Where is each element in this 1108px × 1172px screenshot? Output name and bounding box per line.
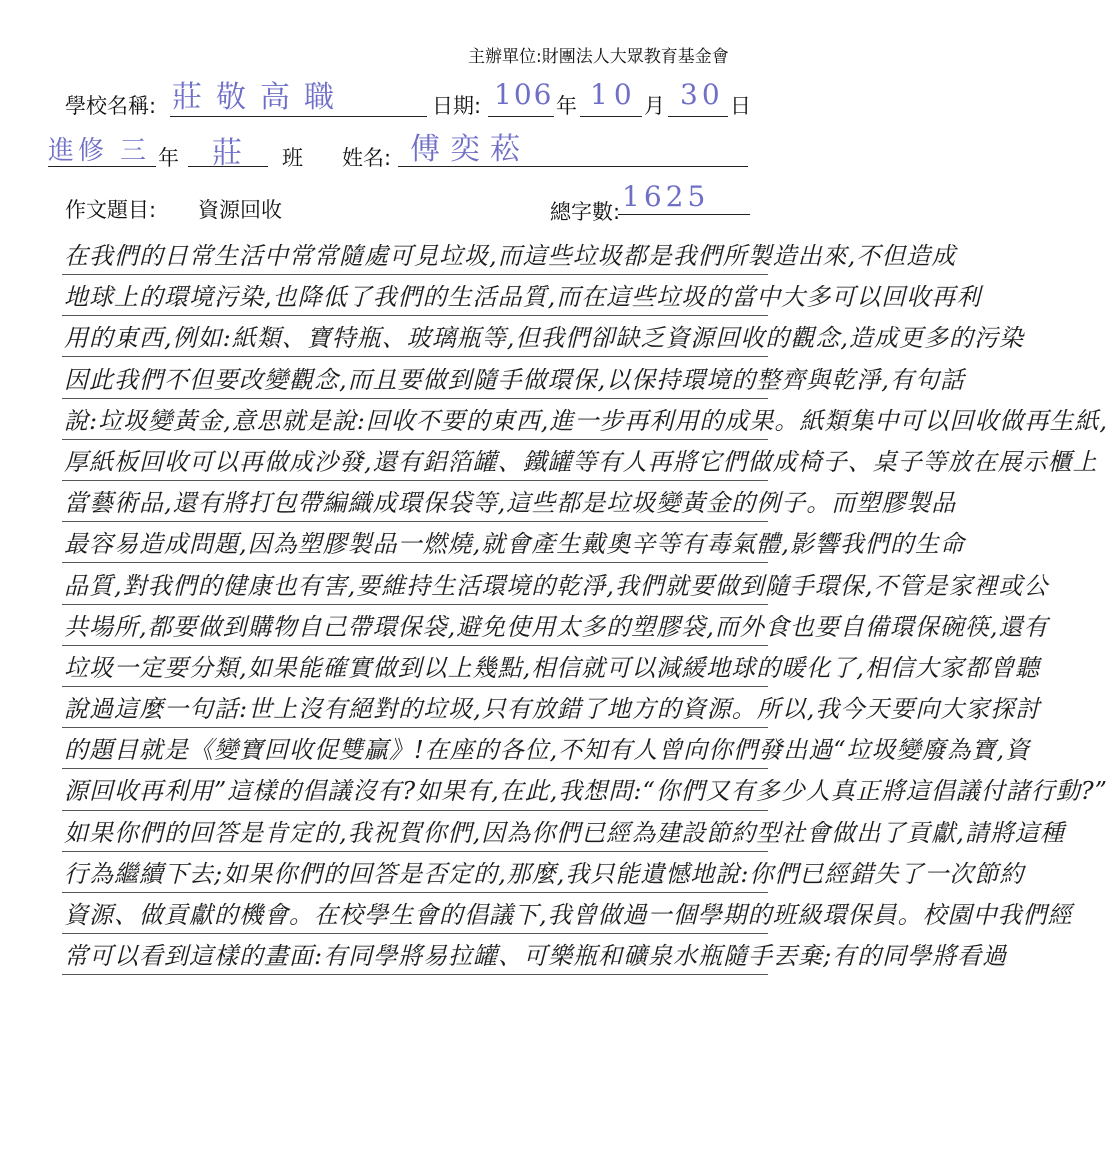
essay-line: 因此我們不但要改變觀念,而且要做到隨手做環保,以保持環境的整齊與乾淨,有句話 [64,365,965,394]
month-unit: 月 [644,94,665,118]
school-label: 學校名稱: [65,94,157,118]
essay-line: 說過這麼一句話:世上沒有絕對的垃圾,只有放錯了地方的資源。所以,我今天要向大家探討 [64,695,1041,724]
essay-line: 行為繼續下去;如果你們的回答是否定的,那麼,我只能遺憾地說:你們已經錯失了一次節約 [64,859,1025,888]
wordcount-label: 總字數: [550,200,621,224]
essay-line: 垃圾一定要分類,如果能確實做到以上幾點,相信就可以減緩地球的暖化了,相信大家都曾聽 [64,653,1040,682]
year-underline [488,116,554,117]
day-value: 30 [680,78,724,111]
topic-value: 資源回收 [198,198,282,222]
organizer-text: 主辦單位:財團法人大眾教育基金會 [468,47,729,67]
grade-unit: 年 [158,146,179,170]
name-label: 姓名: [342,146,392,170]
school-underline [170,116,427,117]
essay-line: 地球上的環境污染,也降低了我們的生活品質,而在這些垃圾的當中大多可以回收再利 [64,283,982,312]
class-value: 莊 [212,136,256,171]
essay-line: 的題目就是《變寶回收促雙贏》!在座的各位,不知有人曾向你們發出過“垃圾變廢為寶,資 [64,736,1031,765]
day-unit: 日 [730,94,751,118]
class-underline [188,166,268,167]
essay-line: 品質,對我們的健康也有害,要維持生活環境的乾淨,我們就要做到隨手環保,不管是家裡或公 [64,571,1049,600]
dept-value: 進修 [48,136,109,166]
school-value: 莊敬高職 [172,80,348,115]
essay-line: 當藝術品,還有將打包帶編織成環保袋等,這些都是垃圾變黃金的例子。而塑膠製品 [64,489,957,518]
essay-line: 共場所,都要做到購物自己帶環保袋,避免使用太多的塑膠袋,而外食也要自備環保碗筷,還有 [64,612,1049,641]
month-underline [580,116,642,117]
wordcount-value: 1625 [622,180,710,213]
month-value: 10 [590,78,638,111]
name-value: 傅奕菘 [410,132,530,167]
essay-line: 源回收再利用”這樣的倡議沒有?如果有,在此,我想問:“你們又有多少人真正將這倡議付諸行動?” [64,777,1108,806]
year-unit: 年 [556,94,577,118]
essay-body [64,236,1108,977]
wordcount-underline [618,214,750,215]
essay-line: 如果你們的回答是肯定的,我祝賀你們,因為你們已經為建設節約型社會做出了貢獻,請將這種 [64,818,1065,847]
essay-line: 資源、做貢獻的機會。在校學生會的倡議下,我曾做過一個學期的班級環保員。校園中我們經 [64,901,1073,929]
class-unit: 班 [282,146,303,170]
day-underline [668,116,728,117]
topic-label: 作文題目: [65,198,157,222]
name-underline [398,166,748,167]
date-label: 日期: [432,94,482,118]
essay-line: 最容易造成問題,因為塑膠製品一燃燒,就會產生戴奧辛等有毒氣體,影響我們的生命 [64,530,965,559]
year-value: 106 [494,78,554,111]
grade-value: 三 [120,136,161,166]
essay-line: 厚紙板回收可以再做成沙發,還有鋁箔罐、鐵罐等有人再將它們做成椅子、桌子等放在展示櫃上 [64,447,1098,476]
essay-line: 在我們的日常生活中常常隨處可見垃圾,而這些垃圾都是我們所製造出來,不但造成 [64,242,957,270]
essay-line: 用的東西,例如:紙類、寶特瓶、玻璃瓶等,但我們卻缺乏資源回收的觀念,造成更多的污染 [64,324,1024,353]
grade-underline [48,166,156,167]
essay-line: 說:垃圾變黃金,意思就是說:回收不要的東西,進一步再利用的成果。紙類集中可以回收做再生紙, [64,406,1108,435]
essay-line: 常可以看到這樣的畫面:有同學將易拉罐、可樂瓶和礦泉水瓶隨手丟棄;有的同學將看過 [64,942,1008,971]
